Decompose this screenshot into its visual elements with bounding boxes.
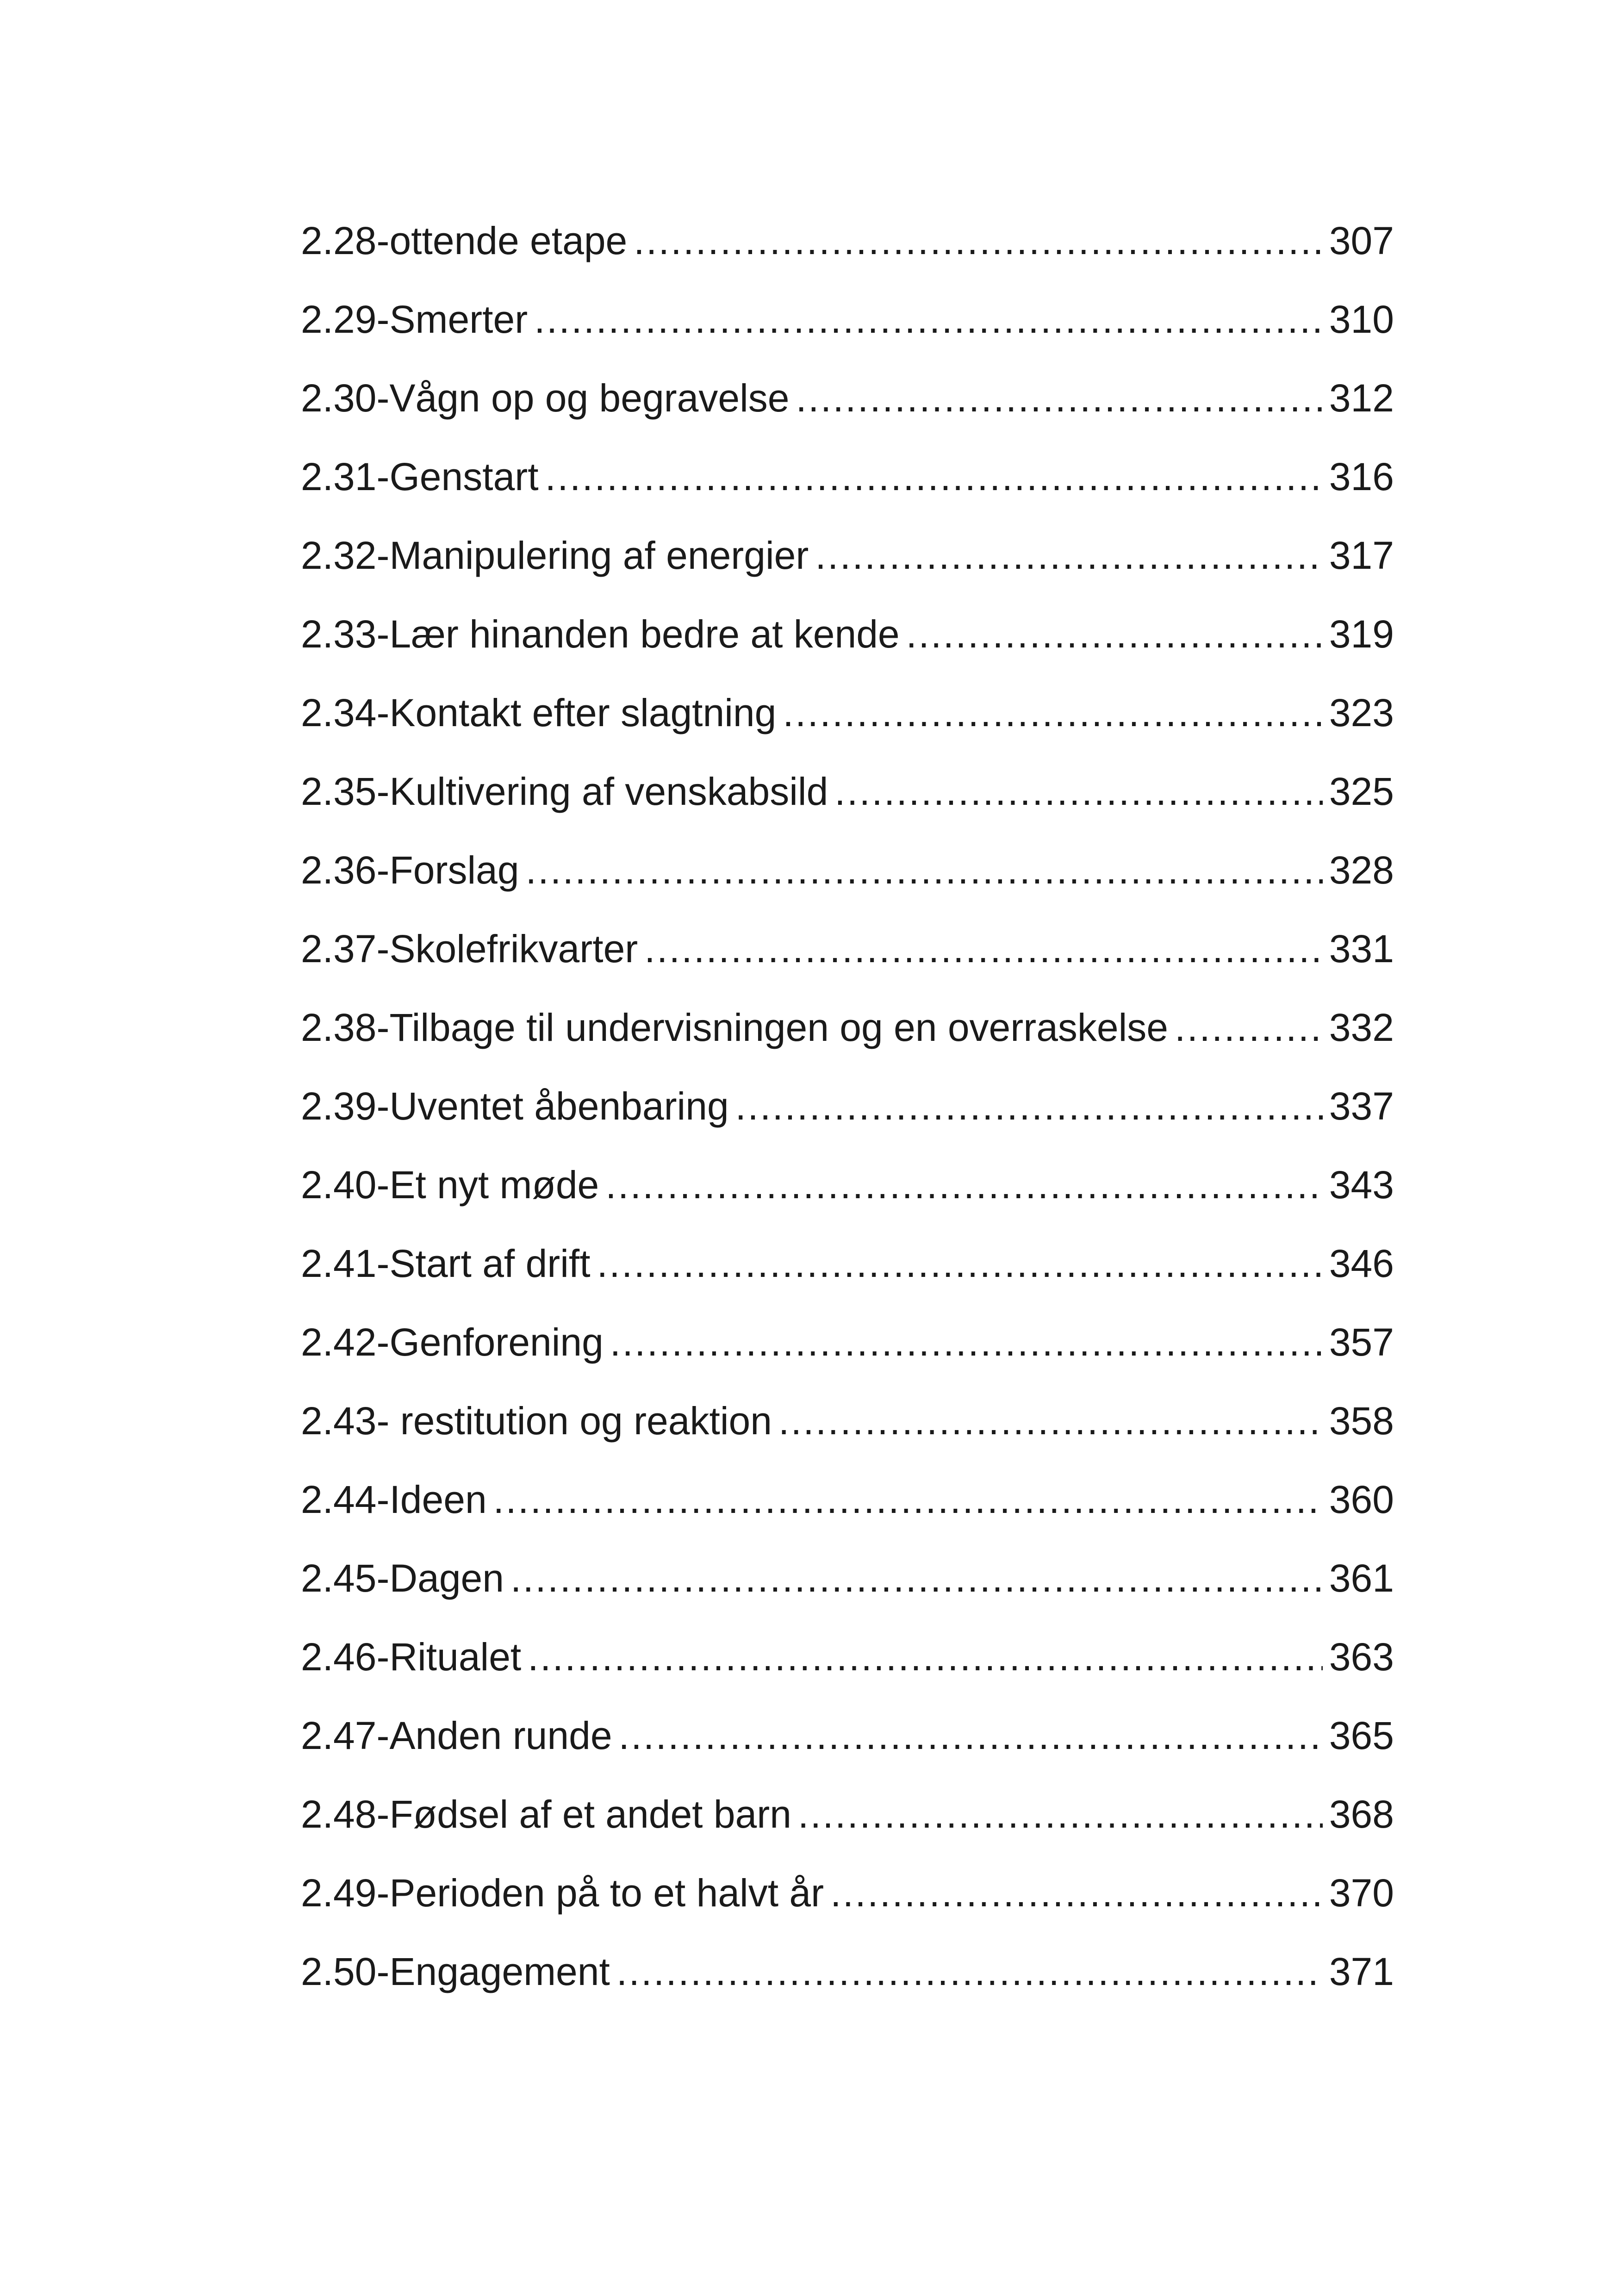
toc-entry-page: 317 <box>1329 534 1394 577</box>
toc-entry[interactable] <box>301 1791 1394 1870</box>
toc-entry-title: 2.47-Anden runde <box>301 1714 612 1757</box>
toc-entry-title: 2.28-ottende etape <box>301 219 628 262</box>
toc-dot-leader <box>528 1634 1323 1680</box>
toc-dot-leader <box>778 1398 1323 1444</box>
toc-entry[interactable] <box>301 1162 1394 1240</box>
toc-entry-page: 316 <box>1329 455 1394 498</box>
toc-dot-leader <box>1175 1004 1323 1051</box>
toc-dot-leader <box>796 375 1322 421</box>
toc-entry-page: 361 <box>1329 1556 1394 1600</box>
toc-entry-page: 312 <box>1329 376 1394 420</box>
toc-entry-title: 2.40-Et nyt møde <box>301 1163 599 1207</box>
toc-entry[interactable] <box>301 1476 1394 1555</box>
toc-entry[interactable] <box>301 847 1394 926</box>
toc-entry-title: 2.41-Start af drift <box>301 1242 591 1285</box>
toc-entry-page: 368 <box>1329 1792 1394 1836</box>
toc-entry-title: 2.49-Perioden på to et halvt år <box>301 1871 824 1915</box>
toc-entry-title: 2.50-Engagement <box>301 1950 610 1993</box>
toc-entry[interactable] <box>301 926 1394 1004</box>
toc-dot-leader <box>610 1319 1323 1365</box>
toc-dot-leader <box>597 1240 1323 1287</box>
toc-entry[interactable] <box>301 1870 1394 1948</box>
toc-entry[interactable] <box>301 1634 1394 1712</box>
toc-entry-title: 2.35-Kultivering af venskabsild <box>301 770 828 813</box>
toc-entry-title: 2.45-Dagen <box>301 1556 504 1600</box>
toc-entry-title: 2.43- restitution og reaktion <box>301 1399 772 1443</box>
toc-entry[interactable] <box>301 1712 1394 1791</box>
toc-entry-page: 365 <box>1329 1714 1394 1757</box>
toc-entry-title: 2.30-Vågn op og begravelse <box>301 376 790 420</box>
toc-entry-page: 325 <box>1329 770 1394 813</box>
toc-entry[interactable] <box>301 1398 1394 1476</box>
toc-entry-page: 331 <box>1329 927 1394 971</box>
toc-dot-leader <box>616 1948 1323 1995</box>
toc-entry-title: 2.37-Skolefrikvarter <box>301 927 638 971</box>
toc-dot-leader <box>510 1555 1323 1601</box>
toc-entry-page: 343 <box>1329 1163 1394 1207</box>
toc-entry[interactable] <box>301 1240 1394 1319</box>
toc-entry[interactable] <box>301 1083 1394 1162</box>
toc-entry-page: 319 <box>1329 612 1394 656</box>
toc-entry[interactable] <box>301 296 1394 375</box>
toc-dot-leader <box>605 1162 1323 1208</box>
toc-entry-page: 310 <box>1329 298 1394 341</box>
toc-entry[interactable] <box>301 532 1394 611</box>
toc-dot-leader <box>493 1476 1323 1523</box>
toc-dot-leader <box>619 1712 1323 1759</box>
toc-entry-page: 307 <box>1329 219 1394 262</box>
toc-dot-leader <box>634 218 1323 264</box>
toc-dot-leader <box>644 926 1323 972</box>
toc-entry[interactable] <box>301 218 1394 296</box>
table-of-contents <box>301 218 1394 2027</box>
toc-entry-page: 346 <box>1329 1242 1394 1285</box>
toc-entry[interactable] <box>301 768 1394 847</box>
toc-entry[interactable] <box>301 454 1394 532</box>
toc-entry-page: 371 <box>1329 1950 1394 1993</box>
toc-entry[interactable] <box>301 1948 1394 2027</box>
toc-dot-leader <box>798 1791 1323 1837</box>
toc-dot-leader <box>834 768 1323 815</box>
toc-entry-page: 358 <box>1329 1399 1394 1443</box>
toc-dot-leader <box>526 847 1323 893</box>
toc-dot-leader <box>830 1870 1323 1916</box>
toc-entry[interactable] <box>301 1555 1394 1634</box>
toc-entry-page: 332 <box>1329 1006 1394 1049</box>
toc-entry-title: 2.38-Tilbage til undervisningen og en overraskelse <box>301 1006 1169 1049</box>
toc-entry-page: 360 <box>1329 1478 1394 1521</box>
toc-dot-leader <box>783 690 1323 736</box>
toc-entry[interactable] <box>301 1319 1394 1398</box>
toc-entry-title: 2.31-Genstart <box>301 455 539 498</box>
toc-entry[interactable] <box>301 1004 1394 1083</box>
toc-dot-leader <box>815 532 1323 579</box>
toc-entry-title: 2.36-Forslag <box>301 848 519 892</box>
toc-entry-title: 2.42-Genforening <box>301 1320 604 1364</box>
toc-entry-title: 2.48-Fødsel af et andet barn <box>301 1792 791 1836</box>
toc-dot-leader <box>545 454 1323 500</box>
toc-dot-leader <box>906 611 1323 657</box>
toc-entry-page: 370 <box>1329 1871 1394 1915</box>
toc-entry-title: 2.39-Uventet åbenbaring <box>301 1084 729 1128</box>
toc-entry-page: 337 <box>1329 1084 1394 1128</box>
toc-entry-title: 2.33-Lær hinanden bedre at kende <box>301 612 900 656</box>
toc-entry-page: 323 <box>1329 691 1394 734</box>
toc-entry-page: 357 <box>1329 1320 1394 1364</box>
toc-entry-title: 2.44-Ideen <box>301 1478 487 1521</box>
toc-entry-page: 363 <box>1329 1635 1394 1679</box>
toc-entry-title: 2.29-Smerter <box>301 298 528 341</box>
toc-entry[interactable] <box>301 611 1394 690</box>
toc-dot-leader <box>534 296 1323 342</box>
toc-entry-title: 2.34-Kontakt efter slagtning <box>301 691 777 734</box>
toc-entry-title: 2.32-Manipulering af energier <box>301 534 809 577</box>
toc-entry-title: 2.46-Ritualet <box>301 1635 522 1679</box>
toc-dot-leader <box>735 1083 1323 1129</box>
toc-entry[interactable] <box>301 375 1394 454</box>
toc-entry[interactable] <box>301 690 1394 768</box>
toc-entry-page: 328 <box>1329 848 1394 892</box>
